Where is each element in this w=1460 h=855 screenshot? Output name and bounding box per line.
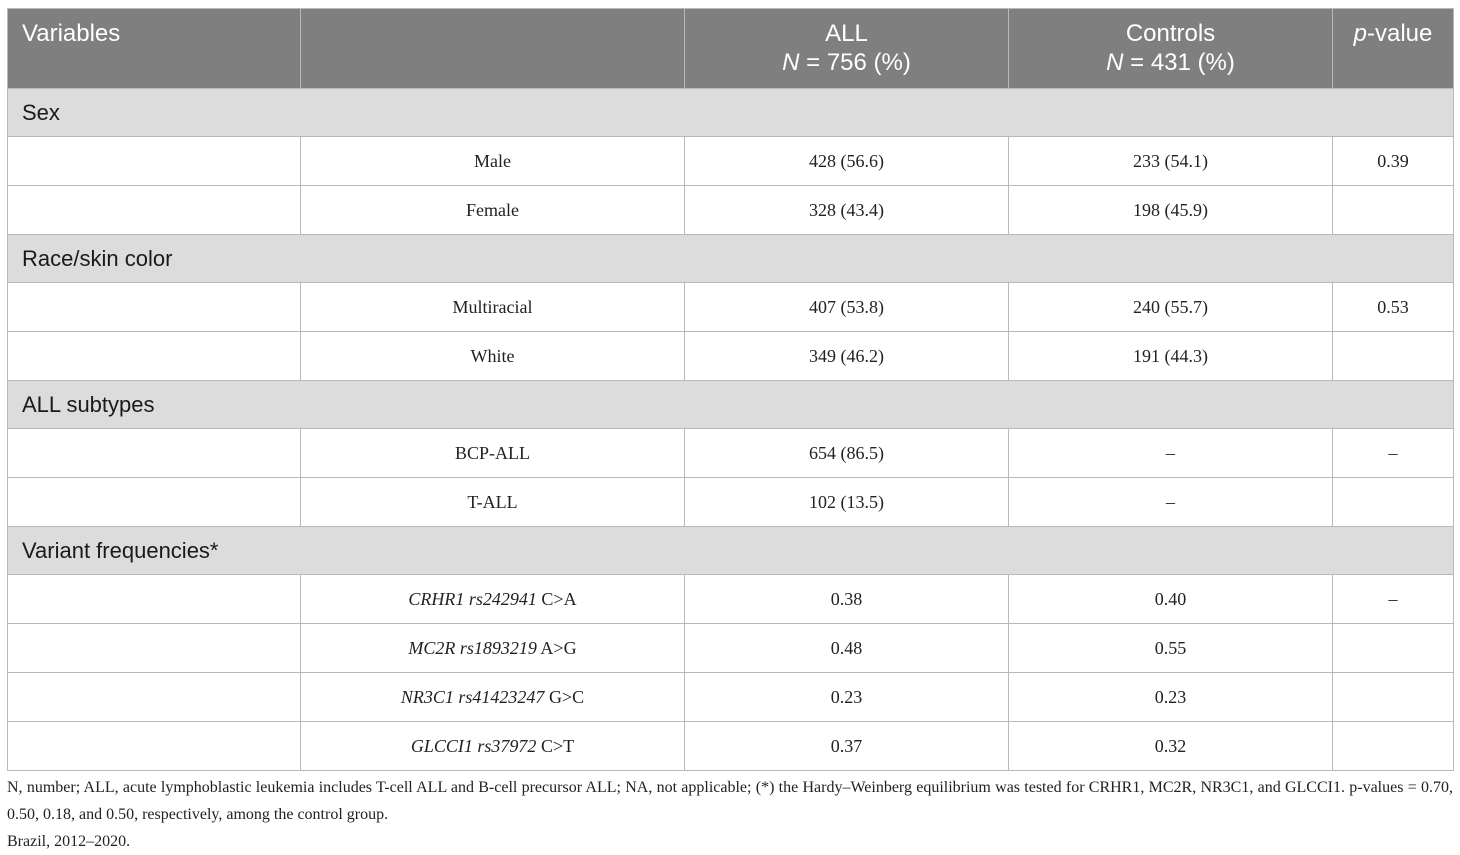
variable-cell — [8, 478, 301, 527]
controls-cell: – — [1009, 429, 1333, 478]
characteristics-table — [7, 8, 1454, 771]
category-cell: White — [301, 332, 685, 381]
all-cell: 0.38 — [685, 575, 1009, 624]
variable-cell — [8, 624, 301, 673]
footnote-text: N, number; ALL, acute lymphoblastic leukemia includes T-cell ALL and B-cell precursor ALL; NA, not applicable; (*) the Hardy–Weinberg equilibrium was tested for CRHR1, MC2R, NR3C1, and GLCCI1. p-values = 0.70, 0.50, 0.18, and 0.50, respectively, among the control group. — [7, 779, 1453, 823]
table-row — [8, 673, 1454, 722]
pvalue-cell: – — [1333, 429, 1454, 478]
variable-cell — [8, 673, 301, 722]
header-controls — [1009, 9, 1333, 89]
variant-cell — [301, 575, 685, 624]
header-all-label: ALL — [825, 20, 868, 47]
section-row-all-subtypes — [8, 381, 1454, 429]
header-all-n — [685, 48, 1008, 77]
category-cell: BCP-ALL — [301, 429, 685, 478]
table-row — [8, 575, 1454, 624]
table-header-row — [8, 9, 1454, 89]
category-cell: Female — [301, 186, 685, 235]
variable-cell — [8, 186, 301, 235]
header-controls-label: Controls — [1125, 20, 1216, 47]
variable-cell — [8, 575, 301, 624]
header-controls-n-letter: N — [1106, 49, 1124, 76]
table-row — [8, 478, 1454, 527]
header-controls-n — [1009, 48, 1332, 77]
pvalue-cell — [1333, 673, 1454, 722]
variant-allele: G>C — [544, 686, 585, 707]
header-all — [685, 9, 1009, 89]
category-cell: Multiracial — [301, 283, 685, 332]
table-row — [8, 137, 1454, 186]
section-title: ALL subtypes — [8, 381, 1454, 429]
pvalue-cell — [1333, 722, 1454, 771]
footnote-source: Brazil, 2012–2020. — [7, 833, 131, 850]
section-row-sex — [8, 89, 1454, 137]
table-row — [8, 624, 1454, 673]
category-cell: Male — [301, 137, 685, 186]
all-cell: 0.37 — [685, 722, 1009, 771]
pvalue-cell — [1333, 478, 1454, 527]
header-empty — [301, 9, 685, 89]
all-cell: 0.48 — [685, 624, 1009, 673]
pvalue-cell — [1333, 186, 1454, 235]
section-title: Race/skin color — [8, 235, 1454, 283]
pvalue-cell — [1333, 624, 1454, 673]
header-controls-n-rest: = 431 (%) — [1123, 49, 1235, 76]
variant-gene: MC2R rs1893219 — [408, 637, 537, 658]
pvalue-cell: 0.53 — [1333, 283, 1454, 332]
all-cell: 654 (86.5) — [685, 429, 1009, 478]
all-cell: 428 (56.6) — [685, 137, 1009, 186]
header-pvalue — [1333, 9, 1454, 89]
variable-cell — [8, 137, 301, 186]
controls-cell: – — [1009, 478, 1333, 527]
header-variables: Variables — [8, 9, 301, 89]
table-row — [8, 332, 1454, 381]
variant-gene: NR3C1 rs41423247 — [400, 686, 545, 707]
header-pvalue-rest: -value — [1366, 20, 1433, 47]
variant-allele: C>A — [536, 588, 577, 609]
table-row — [8, 283, 1454, 332]
all-cell: 328 (43.4) — [685, 186, 1009, 235]
category-cell: T-ALL — [301, 478, 685, 527]
controls-cell: 0.32 — [1009, 722, 1333, 771]
controls-cell: 233 (54.1) — [1009, 137, 1333, 186]
header-all-n-letter: N — [782, 49, 800, 76]
controls-cell: 0.40 — [1009, 575, 1333, 624]
table-footnote — [7, 774, 1453, 855]
pvalue-cell: – — [1333, 575, 1454, 624]
header-pvalue-p: p — [1353, 20, 1367, 47]
controls-cell: 198 (45.9) — [1009, 186, 1333, 235]
variant-gene: GLCCI1 rs37972 — [410, 735, 537, 756]
controls-cell: 0.55 — [1009, 624, 1333, 673]
variant-cell — [301, 673, 685, 722]
variant-cell — [301, 624, 685, 673]
all-cell: 407 (53.8) — [685, 283, 1009, 332]
variable-cell — [8, 429, 301, 478]
pvalue-cell: 0.39 — [1333, 137, 1454, 186]
all-cell: 0.23 — [685, 673, 1009, 722]
variant-cell — [301, 722, 685, 771]
table-row — [8, 186, 1454, 235]
controls-cell: 191 (44.3) — [1009, 332, 1333, 381]
section-row-race — [8, 235, 1454, 283]
table-row — [8, 429, 1454, 478]
section-title: Variant frequencies* — [8, 527, 1454, 575]
controls-cell: 240 (55.7) — [1009, 283, 1333, 332]
header-all-n-rest: = 756 (%) — [799, 49, 911, 76]
variable-cell — [8, 332, 301, 381]
section-title: Sex — [8, 89, 1454, 137]
pvalue-cell — [1333, 332, 1454, 381]
table-row — [8, 722, 1454, 771]
variable-cell — [8, 283, 301, 332]
variant-gene: CRHR1 rs242941 — [408, 588, 537, 609]
variant-allele: A>G — [536, 637, 577, 658]
variable-cell — [8, 722, 301, 771]
all-cell: 349 (46.2) — [685, 332, 1009, 381]
variant-allele: C>T — [536, 735, 575, 756]
controls-cell: 0.23 — [1009, 673, 1333, 722]
all-cell: 102 (13.5) — [685, 478, 1009, 527]
section-row-variant-frequencies — [8, 527, 1454, 575]
